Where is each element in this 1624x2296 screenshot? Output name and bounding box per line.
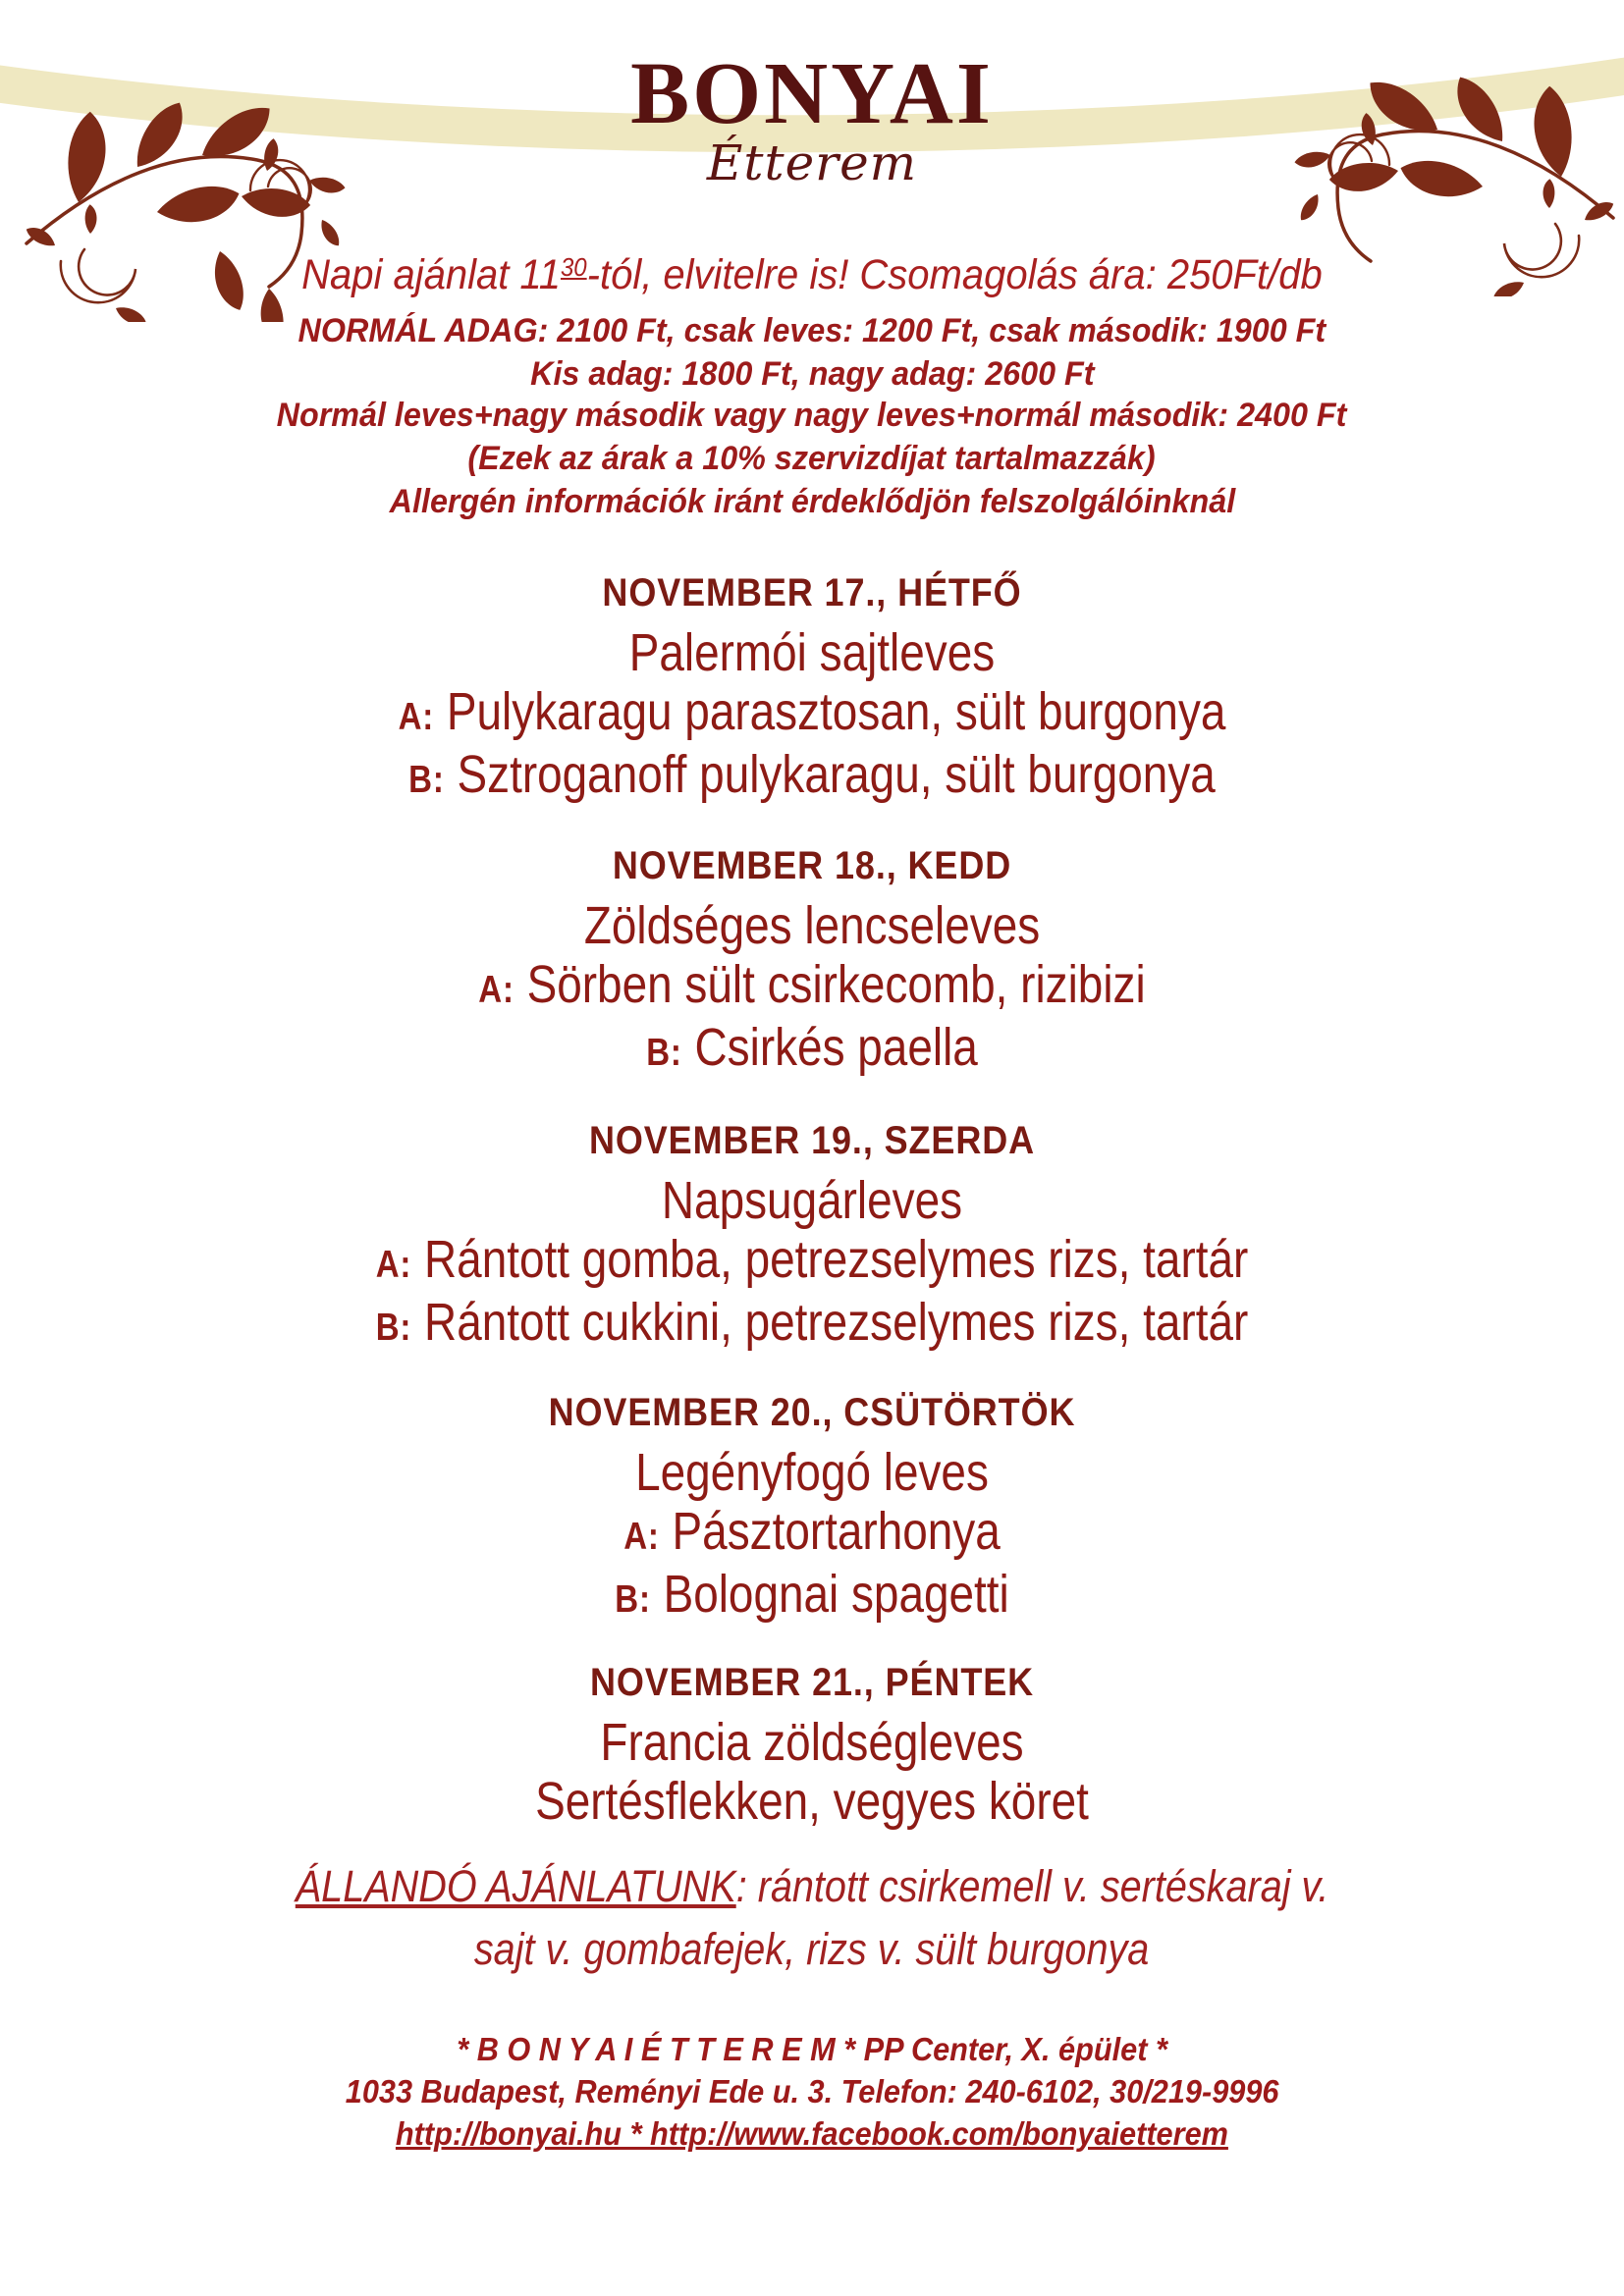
dish-option-b-prefix: B: — [646, 1032, 682, 1074]
day-header: NOVEMBER 21., PÉNTEK — [589, 1661, 1035, 1704]
dish-option-b — [122, 746, 1502, 809]
day-header: NOVEMBER 18., KEDD — [612, 844, 1012, 887]
day-header: NOVEMBER 20., CSÜTÖRTÖK — [548, 1391, 1076, 1434]
day-section-wednesday — [0, 1117, 1624, 1357]
standing-offer-rest: : rántott csirkemell v. sertéskaraj v. — [735, 1861, 1329, 1911]
allergen-note: Allergén információk iránt érdeklődjön felszolgálóinknál — [389, 483, 1235, 520]
daily-offer-text: Napi ajánlat 11 — [301, 251, 562, 298]
price-line-combo: Normál leves+nagy második vagy nagy leves+normál második: 2400 Ft — [277, 397, 1347, 434]
dish-option-b-prefix: B: — [615, 1578, 651, 1621]
dish-option-b-text: Rántott cukkini, petrezselymes rizs, tartár — [411, 1293, 1249, 1352]
dish-option-a-text: Pulykaragu parasztosan, sült burgonya — [434, 682, 1226, 741]
dish-option-a-text: Sörben sült csirkecomb, rizibizi — [514, 955, 1146, 1014]
day-section-monday — [0, 569, 1624, 809]
day-header: NOVEMBER 17., HÉTFŐ — [602, 571, 1022, 614]
opening-time-superscript: 30 — [561, 254, 587, 283]
footer-address-phone: 1033 Budapest, Reményi Ede u. 3. Telefon: 240-6102, 30/219-9996 — [345, 2073, 1279, 2109]
day-section-friday — [0, 1659, 1624, 1830]
dish-option-a — [122, 956, 1502, 1019]
dish-option-a-text: Pásztortarhonya — [659, 1502, 1001, 1561]
footer-links[interactable]: http://bonyai.hu * http://www.facebook.com/bonyaietterem — [395, 2115, 1229, 2152]
soup-of-day: Legényfogó leves — [635, 1443, 989, 1502]
price-line-portions: Kis adag: 1800 Ft, nagy adag: 2600 Ft — [529, 355, 1095, 393]
standing-offer-label: ÁLLANDÓ AJÁNLATUNK — [295, 1861, 736, 1911]
dish-option-a — [122, 683, 1502, 746]
standing-offer-line2: sajt v. gombafejek, rizs v. sült burgonya — [474, 1924, 1150, 1974]
soup-of-day: Zöldséges lencseleves — [583, 896, 1041, 955]
dish-option-a-prefix: A: — [623, 1516, 660, 1558]
footer-restaurant-line: * B O N Y A I É T T E R E M * PP Center, X. épület * — [457, 2031, 1167, 2067]
dish-option-b-text: Sztroganoff pulykaragu, sült burgonya — [444, 745, 1216, 804]
dish-option-b-prefix: B: — [375, 1307, 412, 1349]
dish-option-b — [122, 1019, 1502, 1082]
restaurant-name: BONYAI — [630, 45, 994, 142]
dish-option-a — [122, 1231, 1502, 1294]
price-line-normal: NORMÁL ADAG: 2100 Ft, csak leves: 1200 Ft, csak második: 1900 Ft — [298, 312, 1326, 349]
dish-option-a — [122, 1503, 1502, 1566]
soup-of-day: Napsugárleves — [661, 1171, 963, 1230]
day-section-tuesday — [0, 842, 1624, 1082]
day-header: NOVEMBER 19., SZERDA — [588, 1119, 1036, 1162]
restaurant-subtitle: Étterem — [706, 134, 918, 191]
soup-of-day: Francia zöldségleves — [600, 1713, 1024, 1772]
dish-option-a-prefix: A: — [375, 1244, 412, 1286]
day-section-thursday — [0, 1389, 1624, 1629]
main-dish: Sertésflekken, vegyes köret — [535, 1772, 1089, 1831]
soup-of-day: Palermói sajtleves — [628, 623, 996, 682]
dish-option-b — [122, 1294, 1502, 1357]
dish-option-a-prefix: A: — [478, 969, 514, 1011]
dish-option-a-prefix: A: — [398, 696, 435, 738]
dish-option-b — [122, 1566, 1502, 1629]
daily-offer-text-rest: -tól, elvitelre is! Csomagolás ára: 250Ft/db — [586, 251, 1323, 298]
dish-option-b-text: Csirkés paella — [681, 1018, 978, 1077]
standing-offer-line1 — [0, 1855, 1624, 1918]
dish-option-b-prefix: B: — [408, 759, 445, 801]
service-charge-note: (Ezek az árak a 10% szervizdíjat tartalmazzák) — [467, 440, 1157, 477]
dish-option-a-text: Rántott gomba, petrezselymes rizs, tartár — [411, 1230, 1249, 1289]
dish-option-b-text: Bolognai spagetti — [650, 1565, 1009, 1624]
